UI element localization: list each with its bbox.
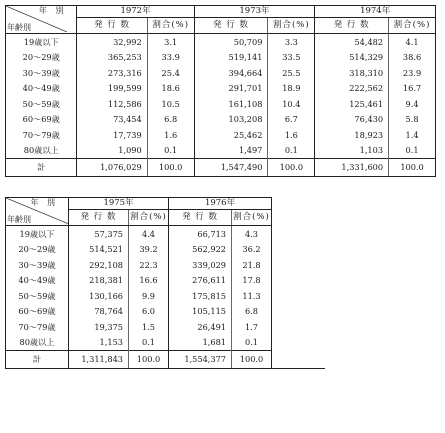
ratio-cell: 4.3: [232, 226, 272, 242]
age-group-label: 30〜39歳: [6, 65, 77, 81]
age-group-label: 40〜49歳: [6, 81, 77, 97]
age-group-label: 20〜29歳: [6, 50, 77, 66]
col-header-issued: 発 行 数: [194, 18, 268, 34]
issued-count-cell: 562,922: [169, 242, 232, 258]
col-header-ratio: 割合(%): [268, 18, 315, 34]
table-row: [6, 288, 325, 304]
ratio-cell: 36.2: [232, 242, 272, 258]
issued-count-cell: 1,090: [77, 143, 147, 159]
issued-count-cell: 1,681: [169, 335, 232, 351]
ratio-cell: 6.0: [129, 304, 169, 320]
ratio-cell: 9.4: [389, 96, 436, 112]
ratio-cell: 100.0: [147, 159, 194, 177]
age-group-label: 60〜69歳: [6, 112, 77, 128]
age-group-label: 19歳以下: [6, 34, 77, 50]
age-group-label: 30〜39歳: [6, 257, 69, 273]
total-row: [6, 159, 436, 177]
col-header-issued: 発 行 数: [69, 210, 129, 226]
ratio-cell: 1.5: [129, 319, 169, 335]
issued-count-cell: 273,316: [77, 65, 147, 81]
ratio-cell: 38.6: [389, 50, 436, 66]
empty-cell: [272, 226, 325, 242]
table-row: [6, 335, 325, 351]
table-row: [6, 112, 436, 128]
issued-count-cell: 514,521: [69, 242, 129, 258]
table-row: [6, 226, 325, 242]
age-group-label: 40〜49歳: [6, 273, 69, 289]
ratio-cell: 0.1: [129, 335, 169, 351]
ratio-cell: 9.9: [129, 288, 169, 304]
issued-count-cell: 66,713: [169, 226, 232, 242]
age-group-label: 計: [6, 351, 69, 369]
ratio-cell: 1.6: [147, 127, 194, 143]
issued-count-cell: 1,103: [315, 143, 389, 159]
year-header: 1975年: [69, 198, 169, 210]
ratio-cell: 18.9: [268, 81, 315, 97]
ratio-cell: 4.4: [129, 226, 169, 242]
ratio-cell: 33.9: [147, 50, 194, 66]
issued-count-cell: 276,611: [169, 273, 232, 289]
issued-count-cell: 292,108: [69, 257, 129, 273]
issued-count-cell: 199,599: [77, 81, 147, 97]
issued-count-cell: 1,554,377: [169, 351, 232, 369]
ratio-cell: 0.1: [268, 143, 315, 159]
col-header-ratio: 割合(%): [129, 210, 169, 226]
ratio-cell: 39.2: [129, 242, 169, 258]
ratio-cell: 17.8: [232, 273, 272, 289]
total-row: [6, 351, 325, 369]
issued-count-cell: 222,562: [315, 81, 389, 97]
age-group-label: 19歳以下: [6, 226, 69, 242]
table-row: [6, 319, 325, 335]
ratio-cell: 0.1: [389, 143, 436, 159]
issued-count-cell: 339,029: [169, 257, 232, 273]
issued-count-cell: 1,076,029: [77, 159, 147, 177]
col-header-issued: 発 行 数: [77, 18, 147, 34]
issued-count-cell: 365,253: [77, 50, 147, 66]
issued-count-cell: 26,491: [169, 319, 232, 335]
empty-cell: [272, 351, 325, 369]
ratio-cell: 0.1: [232, 335, 272, 351]
issued-count-cell: 25,462: [194, 127, 268, 143]
table-row: [6, 304, 325, 320]
table-row: [6, 257, 325, 273]
table-row: [6, 96, 436, 112]
ratio-cell: 10.4: [268, 96, 315, 112]
header-corner: [6, 198, 69, 226]
ratio-cell: 6.8: [147, 112, 194, 128]
corner-label-age: 年齢別: [7, 23, 31, 32]
ratio-cell: 5.8: [389, 112, 436, 128]
age-group-label: 20〜29歳: [6, 242, 69, 258]
issued-count-cell: 1,497: [194, 143, 268, 159]
issued-count-cell: 161,108: [194, 96, 268, 112]
ratio-cell: 11.3: [232, 288, 272, 304]
ratio-cell: 6.7: [268, 112, 315, 128]
ratio-cell: 0.1: [147, 143, 194, 159]
issued-count-cell: 105,115: [169, 304, 232, 320]
empty-cell: [272, 304, 325, 320]
age-group-label: 80歳以上: [6, 335, 69, 351]
issuance-table-1972-1974: [5, 5, 436, 177]
empty-cell: [272, 257, 325, 273]
issued-count-cell: 394,664: [194, 65, 268, 81]
issued-count-cell: 103,208: [194, 112, 268, 128]
year-header: 1976年: [169, 198, 272, 210]
age-group-label: 50〜59歳: [6, 288, 69, 304]
age-group-label: 80歳以上: [6, 143, 77, 159]
ratio-cell: 21.8: [232, 257, 272, 273]
empty-cell: [272, 335, 325, 351]
corner-label-age: 年齢別: [7, 215, 31, 224]
year-header: 1973年: [194, 6, 315, 18]
ratio-cell: 22.3: [129, 257, 169, 273]
issued-count-cell: 54,482: [315, 34, 389, 50]
table-row: [6, 273, 325, 289]
ratio-cell: 18.6: [147, 81, 194, 97]
issued-count-cell: 1,153: [69, 335, 129, 351]
issued-count-cell: 1,311,843: [69, 351, 129, 369]
table-row: [6, 143, 436, 159]
ratio-cell: 100.0: [268, 159, 315, 177]
issued-count-cell: 76,430: [315, 112, 389, 128]
ratio-cell: 10.5: [147, 96, 194, 112]
ratio-cell: 1.4: [389, 127, 436, 143]
ratio-cell: 100.0: [232, 351, 272, 369]
ratio-cell: 33.5: [268, 50, 315, 66]
ratio-cell: 1.6: [268, 127, 315, 143]
ratio-cell: 4.1: [389, 34, 436, 50]
issued-count-cell: 218,381: [69, 273, 129, 289]
issued-count-cell: 17,739: [77, 127, 147, 143]
ratio-cell: 3.1: [147, 34, 194, 50]
ratio-cell: 23.9: [389, 65, 436, 81]
table-row: [6, 127, 436, 143]
col-header-ratio: 割合(%): [147, 18, 194, 34]
issued-count-cell: 318,310: [315, 65, 389, 81]
issued-count-cell: 514,329: [315, 50, 389, 66]
issued-count-cell: 32,992: [77, 34, 147, 50]
ratio-cell: 1.7: [232, 319, 272, 335]
empty-cell: [272, 273, 325, 289]
corner-label-year: 年 別: [38, 6, 67, 15]
ratio-cell: 100.0: [389, 159, 436, 177]
issued-count-cell: 19,375: [69, 319, 129, 335]
empty-cell: [272, 319, 325, 335]
table-row: [6, 81, 436, 97]
issued-count-cell: 50,709: [194, 34, 268, 50]
ratio-cell: 16.6: [129, 273, 169, 289]
year-header-row: [6, 198, 325, 210]
empty-cell: [272, 288, 325, 304]
col-header-issued: 発 行 数: [169, 210, 232, 226]
issued-count-cell: 73,454: [77, 112, 147, 128]
ratio-cell: 100.0: [129, 351, 169, 369]
issued-count-cell: 112,586: [77, 96, 147, 112]
table-row: [6, 242, 325, 258]
issued-count-cell: 1,547,490: [194, 159, 268, 177]
ratio-cell: 3.3: [268, 34, 315, 50]
table-row: [6, 34, 436, 50]
ratio-cell: 16.7: [389, 81, 436, 97]
ratio-cell: 25.4: [147, 65, 194, 81]
year-header: 1974年: [315, 6, 436, 18]
age-group-label: 計: [6, 159, 77, 177]
age-group-label: 50〜59歳: [6, 96, 77, 112]
issued-count-cell: 519,141: [194, 50, 268, 66]
issuance-table-1975-1976: [5, 197, 325, 369]
col-header-issued: 発 行 数: [315, 18, 389, 34]
age-group-label: 60〜69歳: [6, 304, 69, 320]
issued-count-cell: 78,764: [69, 304, 129, 320]
issued-count-cell: 130,166: [69, 288, 129, 304]
ratio-cell: 6.8: [232, 304, 272, 320]
year-header: 1972年: [77, 6, 194, 18]
empty-cell: [272, 242, 325, 258]
ratio-cell: 25.5: [268, 65, 315, 81]
header-corner: [6, 6, 77, 34]
year-header-row: [6, 6, 436, 18]
col-header-ratio: 割合(%): [232, 210, 272, 226]
age-group-label: 70〜79歳: [6, 127, 77, 143]
issued-count-cell: 125,461: [315, 96, 389, 112]
issued-count-cell: 291,701: [194, 81, 268, 97]
issued-count-cell: 18,923: [315, 127, 389, 143]
issued-count-cell: 1,331,600: [315, 159, 389, 177]
issued-count-cell: 175,815: [169, 288, 232, 304]
table-row: [6, 50, 436, 66]
corner-label-year: 年 別: [30, 198, 58, 207]
issued-count-cell: 57,375: [69, 226, 129, 242]
age-group-label: 70〜79歳: [6, 319, 69, 335]
col-header-ratio: 割合(%): [389, 18, 436, 34]
table-row: [6, 65, 436, 81]
